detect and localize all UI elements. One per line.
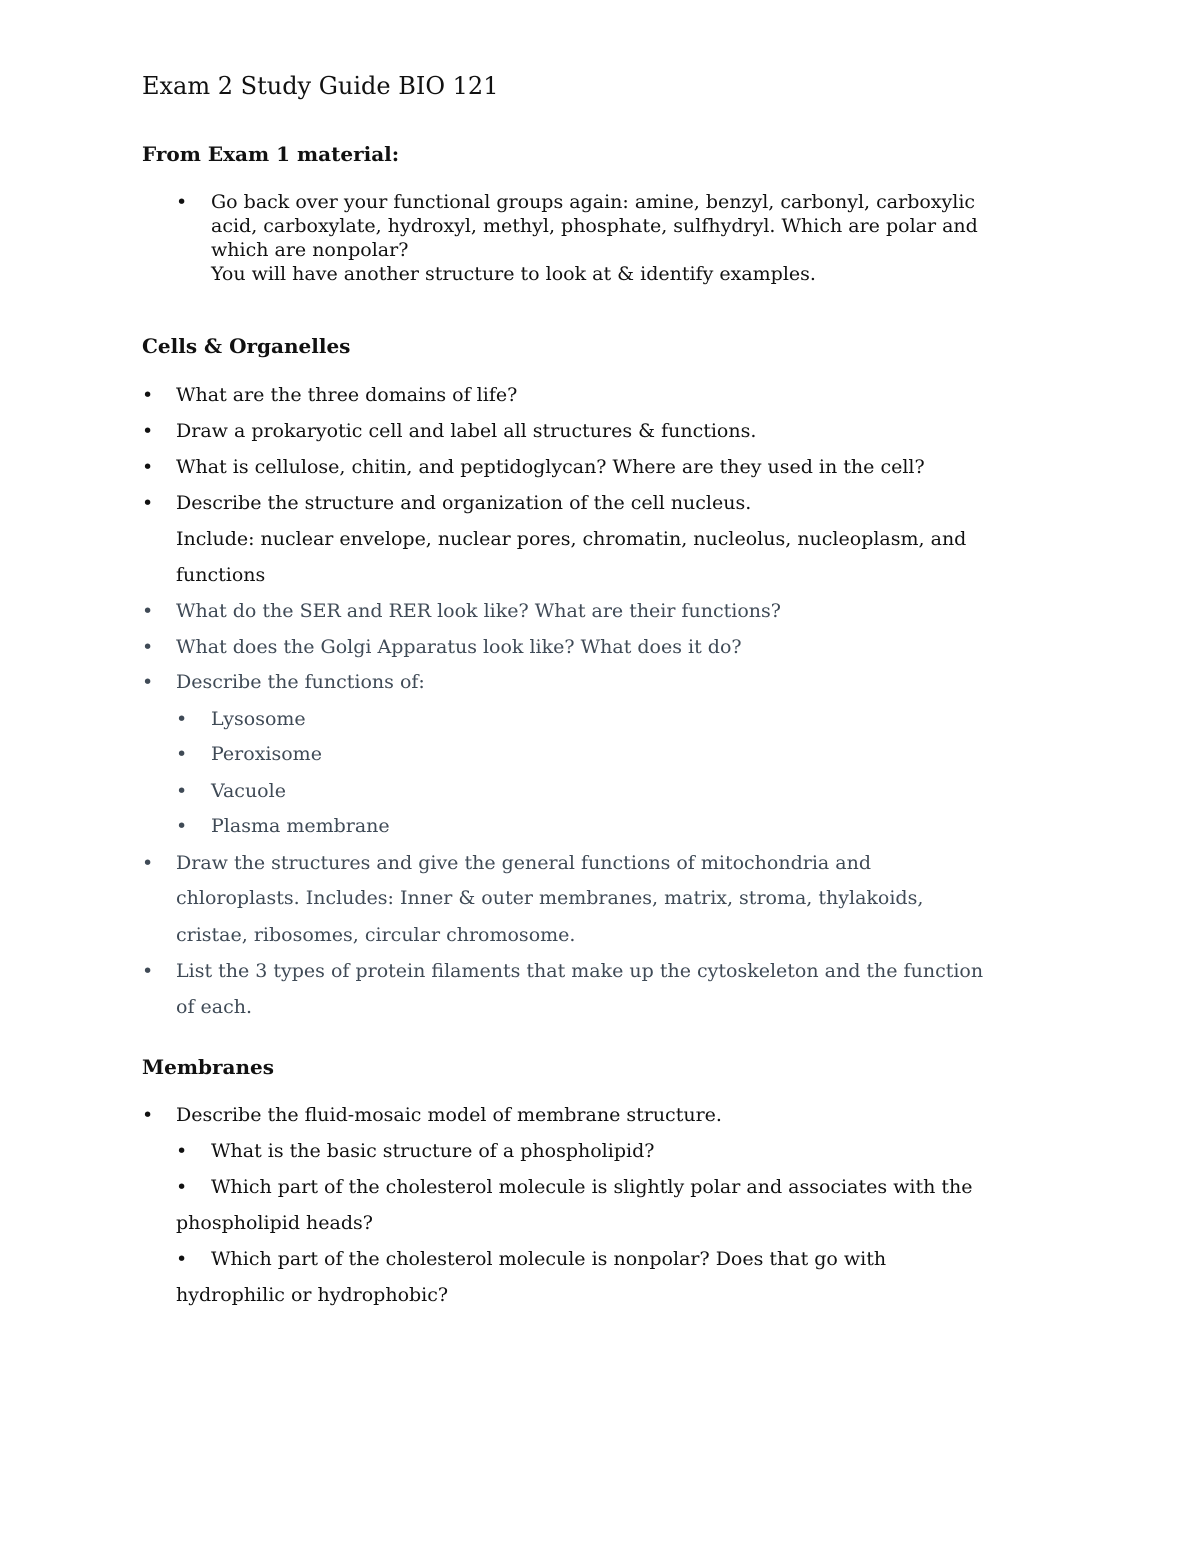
section-heading-membranes: Membranes [142,1055,275,1079]
list-item: Describe the functions of: [176,671,425,693]
sub-list-item-continuation: phospholipid heads? [176,1212,373,1234]
bullet-icon: • [142,600,154,622]
list-item-continuation: of each. [176,996,252,1018]
list-item-line: Go back over your functional groups again: amine, benzyl, carbonyl, carboxylic [211,191,976,213]
section-heading-exam1: From Exam 1 material: [142,142,400,166]
bullet-icon: • [176,780,188,802]
section-heading-cells: Cells & Organelles [142,334,351,358]
sub-list-item: Which part of the cholesterol molecule is slightly polar and associates with the [211,1176,973,1198]
bullet-icon: • [142,852,154,874]
sub-list-item: Plasma membrane [211,815,390,837]
list-item-line: acid, carboxylate, hydroxyl, methyl, phosphate, sulfhydryl. Which are polar and [211,215,978,237]
list-item-line: You will have another structure to look at & identify examples. [211,263,816,285]
bullet-icon: • [142,384,154,406]
list-item: What does the Golgi Apparatus look like? What does it do? [176,636,742,658]
list-item: What are the three domains of life? [176,384,518,406]
sub-list-item: Vacuole [211,780,286,802]
bullet-icon: • [142,1104,154,1126]
bullet-icon: • [176,743,188,765]
list-item-line: which are nonpolar? [211,239,409,261]
bullet-icon: • [176,708,188,730]
list-item: Describe the fluid-mosaic model of membrane structure. [176,1104,722,1126]
list-item: Describe the structure and organization of the cell nucleus. [176,492,752,514]
bullet-icon: • [142,456,154,478]
bullet-icon: • [176,1248,188,1270]
bullet-icon: • [142,420,154,442]
sub-list-item: Peroxisome [211,743,322,765]
sub-list-item-continuation: hydrophilic or hydrophobic? [176,1284,449,1306]
list-item-continuation: cristae, ribosomes, circular chromosome. [176,924,576,946]
bullet-icon: • [176,1176,188,1198]
list-item-continuation: functions [176,564,266,586]
list-item-continuation: chloroplasts. Includes: Inner & outer membranes, matrix, stroma, thylakoids, [176,887,924,909]
list-item-continuation: Include: nuclear envelope, nuclear pores, chromatin, nucleolus, nucleoplasm, and [176,528,967,550]
list-item: Draw a prokaryotic cell and label all structures & functions. [176,420,757,442]
sub-list-item: What is the basic structure of a phospholipid? [211,1140,655,1162]
list-item: List the 3 types of protein filaments that make up the cytoskeleton and the function [176,960,984,982]
list-item: Draw the structures and give the general functions of mitochondria and [176,852,872,874]
sub-list-item: Lysosome [211,708,306,730]
bullet-icon: • [142,492,154,514]
bullet-icon: • [142,636,154,658]
bullet-icon: • [142,671,154,693]
sub-list-item: Which part of the cholesterol molecule is nonpolar? Does that go with [211,1248,887,1270]
bullet-icon: • [142,960,154,982]
list-item: What is cellulose, chitin, and peptidoglycan? Where are they used in the cell? [176,456,925,478]
bullet-icon: • [176,191,188,213]
page-title: Exam 2 Study Guide BIO 121 [142,72,499,100]
bullet-icon: • [176,815,188,837]
bullet-icon: • [176,1140,188,1162]
list-item: What do the SER and RER look like? What are their functions? [176,600,781,622]
